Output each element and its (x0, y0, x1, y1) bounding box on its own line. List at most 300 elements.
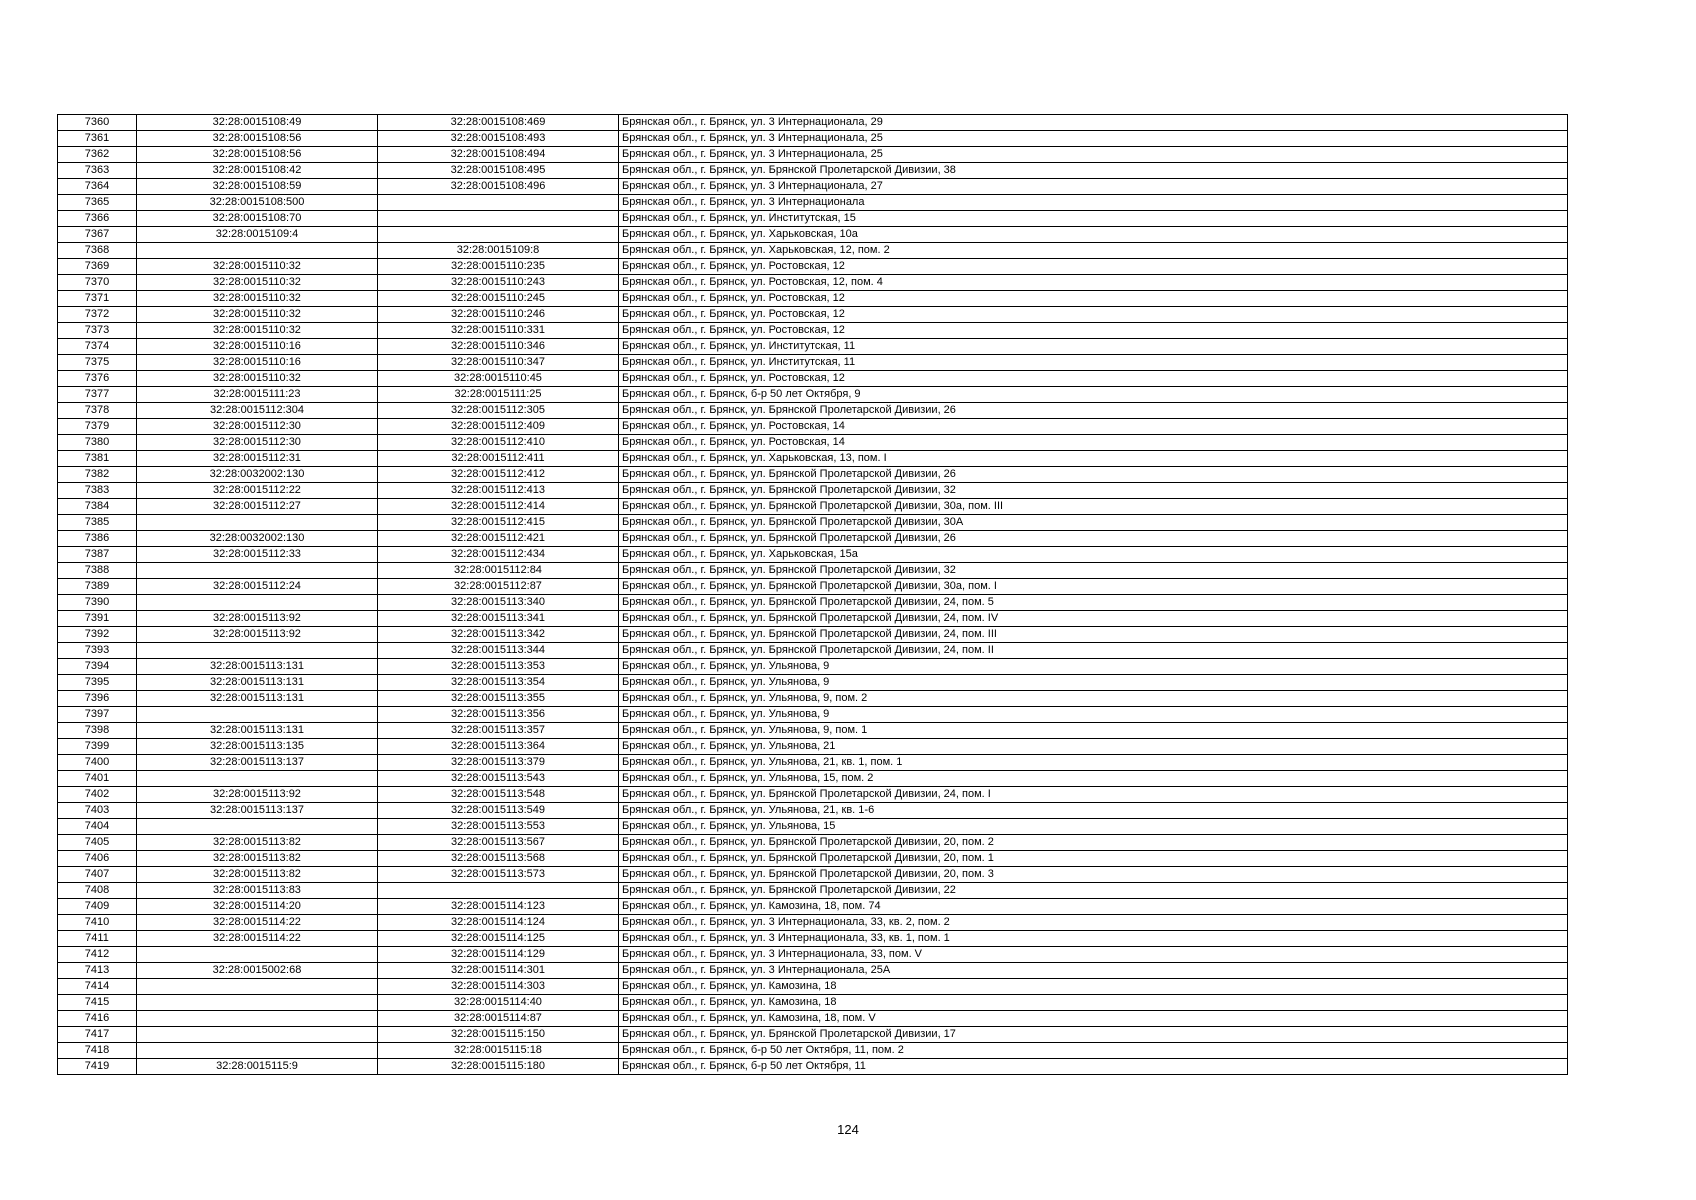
land-cadastral-number-cell: 32:28:0015110:32 (137, 323, 378, 339)
address-cell: Брянская обл., г. Брянск, ул. Ростовская, 12 (619, 307, 1568, 323)
object-cadastral-number-cell: 32:28:0015112:412 (378, 467, 619, 483)
address-cell: Брянская обл., г. Брянск, ул. Ульянова, 9, пом. 2 (619, 691, 1568, 707)
object-cadastral-number-cell: 32:28:0015108:496 (378, 179, 619, 195)
address-cell: Брянская обл., г. Брянск, ул. Брянской Пролетарской Дивизии, 26 (619, 403, 1568, 419)
object-cadastral-number-cell: 32:28:0015113:567 (378, 835, 619, 851)
land-cadastral-number-cell: 32:28:0015108:49 (137, 115, 378, 131)
land-cadastral-number-cell: 32:28:0015110:32 (137, 291, 378, 307)
table-row (58, 435, 1568, 451)
table-row (58, 387, 1568, 403)
table-row (58, 755, 1568, 771)
table-row (58, 499, 1568, 515)
address-cell: Брянская обл., г. Брянск, ул. Ульянова, 9 (619, 675, 1568, 691)
land-cadastral-number-cell: 32:28:0015113:92 (137, 611, 378, 627)
row-number-cell: 7386 (58, 531, 137, 547)
object-cadastral-number-cell: 32:28:0015114:40 (378, 995, 619, 1011)
row-number-cell: 7407 (58, 867, 137, 883)
row-number-cell: 7418 (58, 1043, 137, 1059)
address-cell: Брянская обл., г. Брянск, ул. Брянской Пролетарской Дивизии, 30а, пом. I (619, 579, 1568, 595)
table-row (58, 579, 1568, 595)
object-cadastral-number-cell: 32:28:0015110:347 (378, 355, 619, 371)
row-number-cell: 7413 (58, 963, 137, 979)
table-row (58, 131, 1568, 147)
object-cadastral-number-cell: 32:28:0015114:124 (378, 915, 619, 931)
row-number-cell: 7390 (58, 595, 137, 611)
object-cadastral-number-cell: 32:28:0015112:413 (378, 483, 619, 499)
table-row (58, 659, 1568, 675)
object-cadastral-number-cell: 32:28:0015113:353 (378, 659, 619, 675)
land-cadastral-number-cell (137, 707, 378, 723)
row-number-cell: 7396 (58, 691, 137, 707)
object-cadastral-number-cell: 32:28:0015113:357 (378, 723, 619, 739)
table-row (58, 963, 1568, 979)
object-cadastral-number-cell: 32:28:0015112:421 (378, 531, 619, 547)
address-cell: Брянская обл., г. Брянск, ул. Брянской Пролетарской Дивизии, 30А (619, 515, 1568, 531)
row-number-cell: 7391 (58, 611, 137, 627)
row-number-cell: 7417 (58, 1027, 137, 1043)
row-number-cell: 7382 (58, 467, 137, 483)
land-cadastral-number-cell (137, 1011, 378, 1027)
object-cadastral-number-cell: 32:28:0015113:548 (378, 787, 619, 803)
land-cadastral-number-cell (137, 563, 378, 579)
object-cadastral-number-cell: 32:28:0015112:415 (378, 515, 619, 531)
object-cadastral-number-cell: 32:28:0015108:495 (378, 163, 619, 179)
row-number-cell: 7412 (58, 947, 137, 963)
object-cadastral-number-cell: 32:28:0015112:305 (378, 403, 619, 419)
address-cell: Брянская обл., г. Брянск, ул. Брянской Пролетарской Дивизии, 38 (619, 163, 1568, 179)
address-cell: Брянская обл., г. Брянск, ул. Институтская, 11 (619, 355, 1568, 371)
land-cadastral-number-cell: 32:28:0015113:131 (137, 659, 378, 675)
object-cadastral-number-cell: 32:28:0015112:84 (378, 563, 619, 579)
row-number-cell: 7409 (58, 899, 137, 915)
address-cell: Брянская обл., г. Брянск, ул. Камозина, 18, пом. 74 (619, 899, 1568, 915)
address-cell: Брянская обл., г. Брянск, ул. 3 Интернационала, 25 (619, 147, 1568, 163)
land-cadastral-number-cell: 32:28:0015112:304 (137, 403, 378, 419)
land-cadastral-number-cell: 32:28:0015112:24 (137, 579, 378, 595)
row-number-cell: 7361 (58, 131, 137, 147)
land-cadastral-number-cell: 32:28:0015112:30 (137, 419, 378, 435)
object-cadastral-number-cell: 32:28:0015113:355 (378, 691, 619, 707)
object-cadastral-number-cell: 32:28:0015113:341 (378, 611, 619, 627)
object-cadastral-number-cell: 32:28:0015112:87 (378, 579, 619, 595)
table-row (58, 291, 1568, 307)
table-row (58, 371, 1568, 387)
object-cadastral-number-cell (378, 211, 619, 227)
object-cadastral-number-cell: 32:28:0015115:150 (378, 1027, 619, 1043)
object-cadastral-number-cell: 32:28:0015110:243 (378, 275, 619, 291)
object-cadastral-number-cell: 32:28:0015113:342 (378, 627, 619, 643)
row-number-cell: 7383 (58, 483, 137, 499)
land-cadastral-number-cell: 32:28:0015113:92 (137, 627, 378, 643)
address-cell: Брянская обл., г. Брянск, б-р 50 лет Октября, 11 (619, 1059, 1568, 1075)
object-cadastral-number-cell: 32:28:0015113:553 (378, 819, 619, 835)
table-row (58, 515, 1568, 531)
table-row (58, 323, 1568, 339)
table-row (58, 787, 1568, 803)
land-cadastral-number-cell: 32:28:0015113:83 (137, 883, 378, 899)
table-row (58, 819, 1568, 835)
row-number-cell: 7363 (58, 163, 137, 179)
property-registry-table (57, 114, 1568, 1075)
row-number-cell: 7384 (58, 499, 137, 515)
land-cadastral-number-cell (137, 595, 378, 611)
row-number-cell: 7371 (58, 291, 137, 307)
table-row (58, 739, 1568, 755)
object-cadastral-number-cell: 32:28:0015114:125 (378, 931, 619, 947)
table-row (58, 179, 1568, 195)
address-cell: Брянская обл., г. Брянск, ул. Брянской Пролетарской Дивизии, 26 (619, 531, 1568, 547)
row-number-cell: 7393 (58, 643, 137, 659)
row-number-cell: 7374 (58, 339, 137, 355)
table-row (58, 803, 1568, 819)
address-cell: Брянская обл., г. Брянск, ул. Ульянова, 9 (619, 707, 1568, 723)
row-number-cell: 7397 (58, 707, 137, 723)
table-row (58, 547, 1568, 563)
object-cadastral-number-cell: 32:28:0015114:123 (378, 899, 619, 915)
address-cell: Брянская обл., г. Брянск, ул. Камозина, 18 (619, 995, 1568, 1011)
land-cadastral-number-cell: 32:28:0015108:42 (137, 163, 378, 179)
land-cadastral-number-cell: 32:28:0015112:22 (137, 483, 378, 499)
address-cell: Брянская обл., г. Брянск, ул. 3 Интернационала, 25А (619, 963, 1568, 979)
address-cell: Брянская обл., г. Брянск, ул. Институтская, 15 (619, 211, 1568, 227)
address-cell: Брянская обл., г. Брянск, ул. 3 Интернационала, 33, кв. 1, пом. 1 (619, 931, 1568, 947)
land-cadastral-number-cell: 32:28:0015113:137 (137, 803, 378, 819)
table-row (58, 835, 1568, 851)
address-cell: Брянская обл., г. Брянск, ул. Камозина, 18, пом. V (619, 1011, 1568, 1027)
page-number: 124 (837, 1122, 859, 1137)
object-cadastral-number-cell: 32:28:0015115:180 (378, 1059, 619, 1075)
row-number-cell: 7406 (58, 851, 137, 867)
table-row (58, 899, 1568, 915)
registry-table-body (58, 115, 1568, 1075)
address-cell: Брянская обл., г. Брянск, ул. Брянской Пролетарской Дивизии, 32 (619, 563, 1568, 579)
object-cadastral-number-cell: 32:28:0015113:573 (378, 867, 619, 883)
table-row (58, 979, 1568, 995)
row-number-cell: 7365 (58, 195, 137, 211)
row-number-cell: 7370 (58, 275, 137, 291)
row-number-cell: 7392 (58, 627, 137, 643)
table-row (58, 355, 1568, 371)
land-cadastral-number-cell: 32:28:0015113:131 (137, 723, 378, 739)
land-cadastral-number-cell: 32:28:0015111:23 (137, 387, 378, 403)
land-cadastral-number-cell: 32:28:0015112:27 (137, 499, 378, 515)
row-number-cell: 7402 (58, 787, 137, 803)
row-number-cell: 7395 (58, 675, 137, 691)
object-cadastral-number-cell: 32:28:0015114:303 (378, 979, 619, 995)
address-cell: Брянская обл., г. Брянск, ул. 3 Интернационала, 27 (619, 179, 1568, 195)
land-cadastral-number-cell: 32:28:0015113:135 (137, 739, 378, 755)
row-number-cell: 7375 (58, 355, 137, 371)
land-cadastral-number-cell (137, 947, 378, 963)
land-cadastral-number-cell: 32:28:0015110:32 (137, 371, 378, 387)
row-number-cell: 7400 (58, 755, 137, 771)
row-number-cell: 7410 (58, 915, 137, 931)
object-cadastral-number-cell: 32:28:0015113:543 (378, 771, 619, 787)
address-cell: Брянская обл., г. Брянск, ул. Ульянова, 21 (619, 739, 1568, 755)
land-cadastral-number-cell: 32:28:0015110:32 (137, 259, 378, 275)
object-cadastral-number-cell (378, 227, 619, 243)
address-cell: Брянская обл., г. Брянск, ул. Брянской Пролетарской Дивизии, 17 (619, 1027, 1568, 1043)
object-cadastral-number-cell: 32:28:0015110:245 (378, 291, 619, 307)
row-number-cell: 7372 (58, 307, 137, 323)
table-row (58, 419, 1568, 435)
row-number-cell: 7414 (58, 979, 137, 995)
land-cadastral-number-cell: 32:28:0015114:22 (137, 931, 378, 947)
row-number-cell: 7387 (58, 547, 137, 563)
address-cell: Брянская обл., г. Брянск, ул. 3 Интернационала (619, 195, 1568, 211)
table-row (58, 211, 1568, 227)
row-number-cell: 7360 (58, 115, 137, 131)
row-number-cell: 7399 (58, 739, 137, 755)
row-number-cell: 7398 (58, 723, 137, 739)
row-number-cell: 7362 (58, 147, 137, 163)
table-row (58, 643, 1568, 659)
row-number-cell: 7377 (58, 387, 137, 403)
row-number-cell: 7366 (58, 211, 137, 227)
table-row (58, 339, 1568, 355)
object-cadastral-number-cell: 32:28:0015110:331 (378, 323, 619, 339)
land-cadastral-number-cell: 32:28:0015114:22 (137, 915, 378, 931)
row-number-cell: 7364 (58, 179, 137, 195)
table-row (58, 563, 1568, 579)
row-number-cell: 7408 (58, 883, 137, 899)
address-cell: Брянская обл., г. Брянск, ул. Ростовская, 12 (619, 371, 1568, 387)
object-cadastral-number-cell: 32:28:0015108:493 (378, 131, 619, 147)
address-cell: Брянская обл., г. Брянск, ул. 3 Интернационала, 25 (619, 131, 1568, 147)
table-row (58, 1011, 1568, 1027)
address-cell: Брянская обл., г. Брянск, ул. Ульянова, 9, пом. 1 (619, 723, 1568, 739)
row-number-cell: 7389 (58, 579, 137, 595)
object-cadastral-number-cell: 32:28:0015113:354 (378, 675, 619, 691)
table-row (58, 947, 1568, 963)
object-cadastral-number-cell: 32:28:0015113:364 (378, 739, 619, 755)
address-cell: Брянская обл., г. Брянск, б-р 50 лет Октября, 9 (619, 387, 1568, 403)
address-cell: Брянская обл., г. Брянск, ул. Харьковская, 15а (619, 547, 1568, 563)
land-cadastral-number-cell: 32:28:0032002:130 (137, 467, 378, 483)
table-row (58, 147, 1568, 163)
table-row (58, 451, 1568, 467)
table-row (58, 259, 1568, 275)
address-cell: Брянская обл., г. Брянск, ул. Ростовская, 14 (619, 419, 1568, 435)
table-row (58, 995, 1568, 1011)
land-cadastral-number-cell: 32:28:0015112:30 (137, 435, 378, 451)
land-cadastral-number-cell: 32:28:0015113:137 (137, 755, 378, 771)
table-row (58, 1027, 1568, 1043)
land-cadastral-number-cell: 32:28:0015110:16 (137, 339, 378, 355)
object-cadastral-number-cell: 32:28:0015111:25 (378, 387, 619, 403)
object-cadastral-number-cell: 32:28:0015115:18 (378, 1043, 619, 1059)
land-cadastral-number-cell: 32:28:0015113:82 (137, 851, 378, 867)
object-cadastral-number-cell: 32:28:0015112:409 (378, 419, 619, 435)
address-cell: Брянская обл., г. Брянск, ул. Ульянова, 15, пом. 2 (619, 771, 1568, 787)
address-cell: Брянская обл., г. Брянск, ул. Брянской Пролетарской Дивизии, 20, пом. 3 (619, 867, 1568, 883)
table-row (58, 195, 1568, 211)
table-row (58, 771, 1568, 787)
row-number-cell: 7379 (58, 419, 137, 435)
row-number-cell: 7411 (58, 931, 137, 947)
table-row (58, 307, 1568, 323)
land-cadastral-number-cell: 32:28:0015108:70 (137, 211, 378, 227)
address-cell: Брянская обл., г. Брянск, ул. Ростовская, 12, пом. 4 (619, 275, 1568, 291)
object-cadastral-number-cell: 32:28:0015112:411 (378, 451, 619, 467)
address-cell: Брянская обл., г. Брянск, ул. Брянской Пролетарской Дивизии, 24, пом. II (619, 643, 1568, 659)
row-number-cell: 7368 (58, 243, 137, 259)
address-cell: Брянская обл., г. Брянск, ул. Брянской Пролетарской Дивизии, 24, пом. III (619, 627, 1568, 643)
land-cadastral-number-cell: 32:28:0015110:32 (137, 275, 378, 291)
object-cadastral-number-cell: 32:28:0015113:568 (378, 851, 619, 867)
address-cell: Брянская обл., г. Брянск, ул. Харьковская, 13, пом. I (619, 451, 1568, 467)
address-cell: Брянская обл., г. Брянск, ул. Ростовская, 14 (619, 435, 1568, 451)
address-cell: Брянская обл., г. Брянск, ул. Брянской Пролетарской Дивизии, 20, пом. 2 (619, 835, 1568, 851)
address-cell: Брянская обл., г. Брянск, ул. Ульянова, 9 (619, 659, 1568, 675)
land-cadastral-number-cell: 32:28:0015110:32 (137, 307, 378, 323)
table-row (58, 851, 1568, 867)
land-cadastral-number-cell (137, 515, 378, 531)
address-cell: Брянская обл., г. Брянск, ул. Брянской Пролетарской Дивизии, 22 (619, 883, 1568, 899)
object-cadastral-number-cell: 32:28:0015113:344 (378, 643, 619, 659)
table-row (58, 531, 1568, 547)
object-cadastral-number-cell: 32:28:0015109:8 (378, 243, 619, 259)
address-cell: Брянская обл., г. Брянск, ул. Харьковская, 12, пом. 2 (619, 243, 1568, 259)
row-number-cell: 7405 (58, 835, 137, 851)
row-number-cell: 7394 (58, 659, 137, 675)
address-cell: Брянская обл., г. Брянск, ул. Ростовская, 12 (619, 291, 1568, 307)
row-number-cell: 7388 (58, 563, 137, 579)
object-cadastral-number-cell: 32:28:0015110:246 (378, 307, 619, 323)
table-row (58, 467, 1568, 483)
address-cell: Брянская обл., г. Брянск, ул. Ростовская, 12 (619, 323, 1568, 339)
address-cell: Брянская обл., г. Брянск, ул. Брянской Пролетарской Дивизии, 30а, пом. III (619, 499, 1568, 515)
table-row (58, 243, 1568, 259)
object-cadastral-number-cell: 32:28:0015108:494 (378, 147, 619, 163)
object-cadastral-number-cell: 32:28:0015112:410 (378, 435, 619, 451)
table-row (58, 691, 1568, 707)
object-cadastral-number-cell: 32:28:0015110:235 (378, 259, 619, 275)
address-cell: Брянская обл., г. Брянск, ул. Харьковская, 10а (619, 227, 1568, 243)
land-cadastral-number-cell: 32:28:0015113:82 (137, 835, 378, 851)
row-number-cell: 7385 (58, 515, 137, 531)
row-number-cell: 7380 (58, 435, 137, 451)
table-row (58, 275, 1568, 291)
object-cadastral-number-cell: 32:28:0015114:87 (378, 1011, 619, 1027)
table-row (58, 403, 1568, 419)
table-row (58, 1043, 1568, 1059)
land-cadastral-number-cell: 32:28:0032002:130 (137, 531, 378, 547)
land-cadastral-number-cell (137, 643, 378, 659)
land-cadastral-number-cell (137, 819, 378, 835)
table-row (58, 115, 1568, 131)
address-cell: Брянская обл., г. Брянск, ул. Ульянова, 21, кв. 1-6 (619, 803, 1568, 819)
row-number-cell: 7367 (58, 227, 137, 243)
address-cell: Брянская обл., г. Брянск, ул. 3 Интернационала, 33, пом. V (619, 947, 1568, 963)
object-cadastral-number-cell (378, 195, 619, 211)
land-cadastral-number-cell: 32:28:0015108:500 (137, 195, 378, 211)
table-row (58, 163, 1568, 179)
object-cadastral-number-cell: 32:28:0015113:356 (378, 707, 619, 723)
table-row (58, 723, 1568, 739)
table-row (58, 931, 1568, 947)
object-cadastral-number-cell: 32:28:0015110:45 (378, 371, 619, 387)
land-cadastral-number-cell: 32:28:0015109:4 (137, 227, 378, 243)
land-cadastral-number-cell: 32:28:0015002:68 (137, 963, 378, 979)
address-cell: Брянская обл., г. Брянск, ул. 3 Интернационала, 33, кв. 2, пом. 2 (619, 915, 1568, 931)
land-cadastral-number-cell: 32:28:0015113:82 (137, 867, 378, 883)
address-cell: Брянская обл., г. Брянск, ул. Ульянова, 15 (619, 819, 1568, 835)
land-cadastral-number-cell: 32:28:0015113:131 (137, 675, 378, 691)
land-cadastral-number-cell: 32:28:0015115:9 (137, 1059, 378, 1075)
row-number-cell: 7403 (58, 803, 137, 819)
land-cadastral-number-cell (137, 979, 378, 995)
land-cadastral-number-cell (137, 1043, 378, 1059)
object-cadastral-number-cell (378, 883, 619, 899)
land-cadastral-number-cell: 32:28:0015108:56 (137, 131, 378, 147)
address-cell: Брянская обл., г. Брянск, ул. Ростовская, 12 (619, 259, 1568, 275)
object-cadastral-number-cell: 32:28:0015108:469 (378, 115, 619, 131)
table-row (58, 227, 1568, 243)
land-cadastral-number-cell (137, 1027, 378, 1043)
row-number-cell: 7373 (58, 323, 137, 339)
object-cadastral-number-cell: 32:28:0015114:129 (378, 947, 619, 963)
row-number-cell: 7401 (58, 771, 137, 787)
address-cell: Брянская обл., г. Брянск, ул. Камозина, 18 (619, 979, 1568, 995)
land-cadastral-number-cell (137, 995, 378, 1011)
object-cadastral-number-cell: 32:28:0015113:379 (378, 755, 619, 771)
address-cell: Брянская обл., г. Брянск, ул. Брянской Пролетарской Дивизии, 24, пом. I (619, 787, 1568, 803)
object-cadastral-number-cell: 32:28:0015112:414 (378, 499, 619, 515)
object-cadastral-number-cell: 32:28:0015110:346 (378, 339, 619, 355)
land-cadastral-number-cell: 32:28:0015112:31 (137, 451, 378, 467)
address-cell: Брянская обл., г. Брянск, ул. Брянской Пролетарской Дивизии, 24, пом. IV (619, 611, 1568, 627)
land-cadastral-number-cell: 32:28:0015114:20 (137, 899, 378, 915)
table-row (58, 1059, 1568, 1075)
row-number-cell: 7378 (58, 403, 137, 419)
land-cadastral-number-cell: 32:28:0015112:33 (137, 547, 378, 563)
row-number-cell: 7369 (58, 259, 137, 275)
table-row (58, 675, 1568, 691)
land-cadastral-number-cell: 32:28:0015108:59 (137, 179, 378, 195)
table-row (58, 483, 1568, 499)
row-number-cell: 7419 (58, 1059, 137, 1075)
land-cadastral-number-cell (137, 771, 378, 787)
land-cadastral-number-cell: 32:28:0015110:16 (137, 355, 378, 371)
land-cadastral-number-cell: 32:28:0015108:56 (137, 147, 378, 163)
table-row (58, 627, 1568, 643)
object-cadastral-number-cell: 32:28:0015113:549 (378, 803, 619, 819)
table-row (58, 883, 1568, 899)
table-row (58, 611, 1568, 627)
object-cadastral-number-cell: 32:28:0015112:434 (378, 547, 619, 563)
address-cell: Брянская обл., г. Брянск, б-р 50 лет Октября, 11, пом. 2 (619, 1043, 1568, 1059)
row-number-cell: 7376 (58, 371, 137, 387)
table-row (58, 707, 1568, 723)
address-cell: Брянская обл., г. Брянск, ул. Институтская, 11 (619, 339, 1568, 355)
table-row (58, 915, 1568, 931)
row-number-cell: 7415 (58, 995, 137, 1011)
address-cell: Брянская обл., г. Брянск, ул. Брянской Пролетарской Дивизии, 20, пом. 1 (619, 851, 1568, 867)
object-cadastral-number-cell: 32:28:0015114:301 (378, 963, 619, 979)
address-cell: Брянская обл., г. Брянск, ул. 3 Интернационала, 29 (619, 115, 1568, 131)
table-row (58, 867, 1568, 883)
row-number-cell: 7381 (58, 451, 137, 467)
row-number-cell: 7404 (58, 819, 137, 835)
address-cell: Брянская обл., г. Брянск, ул. Брянской Пролетарской Дивизии, 26 (619, 467, 1568, 483)
table-row (58, 595, 1568, 611)
address-cell: Брянская обл., г. Брянск, ул. Брянской Пролетарской Дивизии, 32 (619, 483, 1568, 499)
land-cadastral-number-cell: 32:28:0015113:131 (137, 691, 378, 707)
object-cadastral-number-cell: 32:28:0015113:340 (378, 595, 619, 611)
land-cadastral-number-cell (137, 243, 378, 259)
address-cell: Брянская обл., г. Брянск, ул. Брянской Пролетарской Дивизии, 24, пом. 5 (619, 595, 1568, 611)
